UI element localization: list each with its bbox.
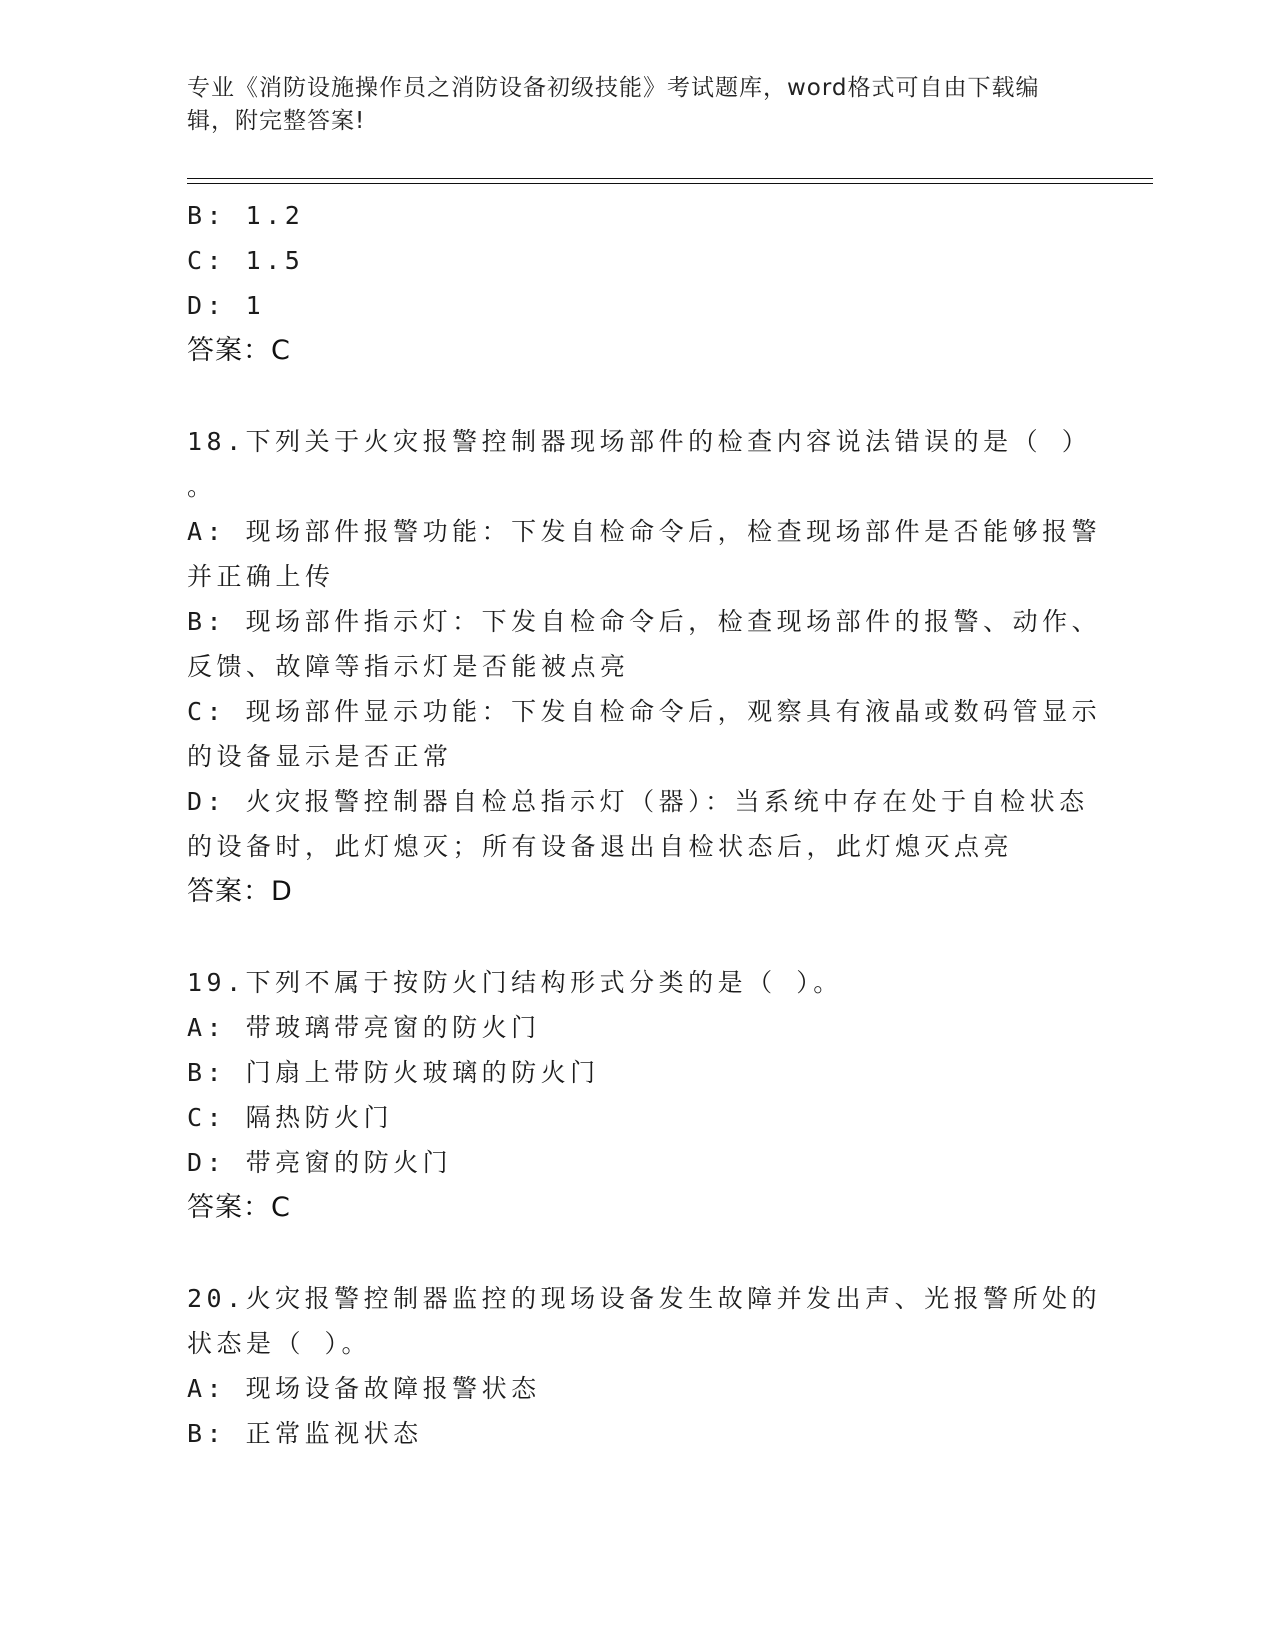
question-stem: 。 xyxy=(187,472,217,501)
option-a: A: 带玻璃带亮窗的防火门 xyxy=(187,1013,541,1042)
option-d: D: 1 xyxy=(187,291,266,320)
option-c: C: 1.5 xyxy=(187,246,305,275)
option-a: A: 现场设备故障报警状态 xyxy=(187,1374,541,1403)
question-content xyxy=(187,193,1102,1456)
question-18 xyxy=(187,419,1102,914)
option-c: C: 现场部件显示功能：下发自检命令后，观察具有液晶或数码管显示 xyxy=(187,697,1102,726)
answer-line: 答案：D xyxy=(187,876,293,907)
question-stem: 18.下列关于火灾报警控制器现场部件的检查内容说法错误的是（ ） xyxy=(187,427,1092,456)
document-header xyxy=(187,72,1087,138)
question-stem: 状态是（ ）。 xyxy=(187,1329,372,1358)
question-19 xyxy=(187,960,1087,1230)
header-divider-top xyxy=(187,178,1153,179)
answer-line: 答案：C xyxy=(187,335,291,366)
header-divider-bottom xyxy=(187,183,1153,184)
option-d: D: 带亮窗的防火门 xyxy=(187,1148,453,1177)
previous-question-block xyxy=(187,193,1087,373)
question-20 xyxy=(187,1276,1102,1456)
option-b: B: 正常监视状态 xyxy=(187,1419,423,1448)
question-stem: 19.下列不属于按防火门结构形式分类的是（ ）。 xyxy=(187,968,843,997)
question-stem: 20.火灾报警控制器监控的现场设备发生故障并发出声、光报警所处的 xyxy=(187,1284,1102,1313)
option-a-continued: 并正确上传 xyxy=(187,562,335,591)
option-d: D: 火灾报警控制器自检总指示灯（器）：当系统中存在处于自检状态 xyxy=(187,787,1089,816)
option-b: B: 现场部件指示灯：下发自检命令后，检查现场部件的报警、动作、 xyxy=(187,607,1102,636)
option-b: B: 1.2 xyxy=(187,201,305,230)
option-a: A: 现场部件报警功能：下发自检命令后，检查现场部件是否能够报警 xyxy=(187,517,1102,546)
answer-line: 答案：C xyxy=(187,1192,291,1223)
option-c: C: 隔热防火门 xyxy=(187,1103,394,1132)
option-b: B: 门扇上带防火玻璃的防火门 xyxy=(187,1058,600,1087)
option-c-continued: 的设备显示是否正常 xyxy=(187,742,453,771)
option-b-continued: 反馈、故障等指示灯是否能被点亮 xyxy=(187,652,630,681)
option-d-continued: 的设备时，此灯熄灭；所有设备退出自检状态后，此灯熄灭点亮 xyxy=(187,832,1014,861)
header-line: 专业《消防设施操作员之消防设备初级技能》考试题库，word格式可自由下载编 xyxy=(187,75,1040,101)
header-line: 辑，附完整答案! xyxy=(187,108,366,134)
